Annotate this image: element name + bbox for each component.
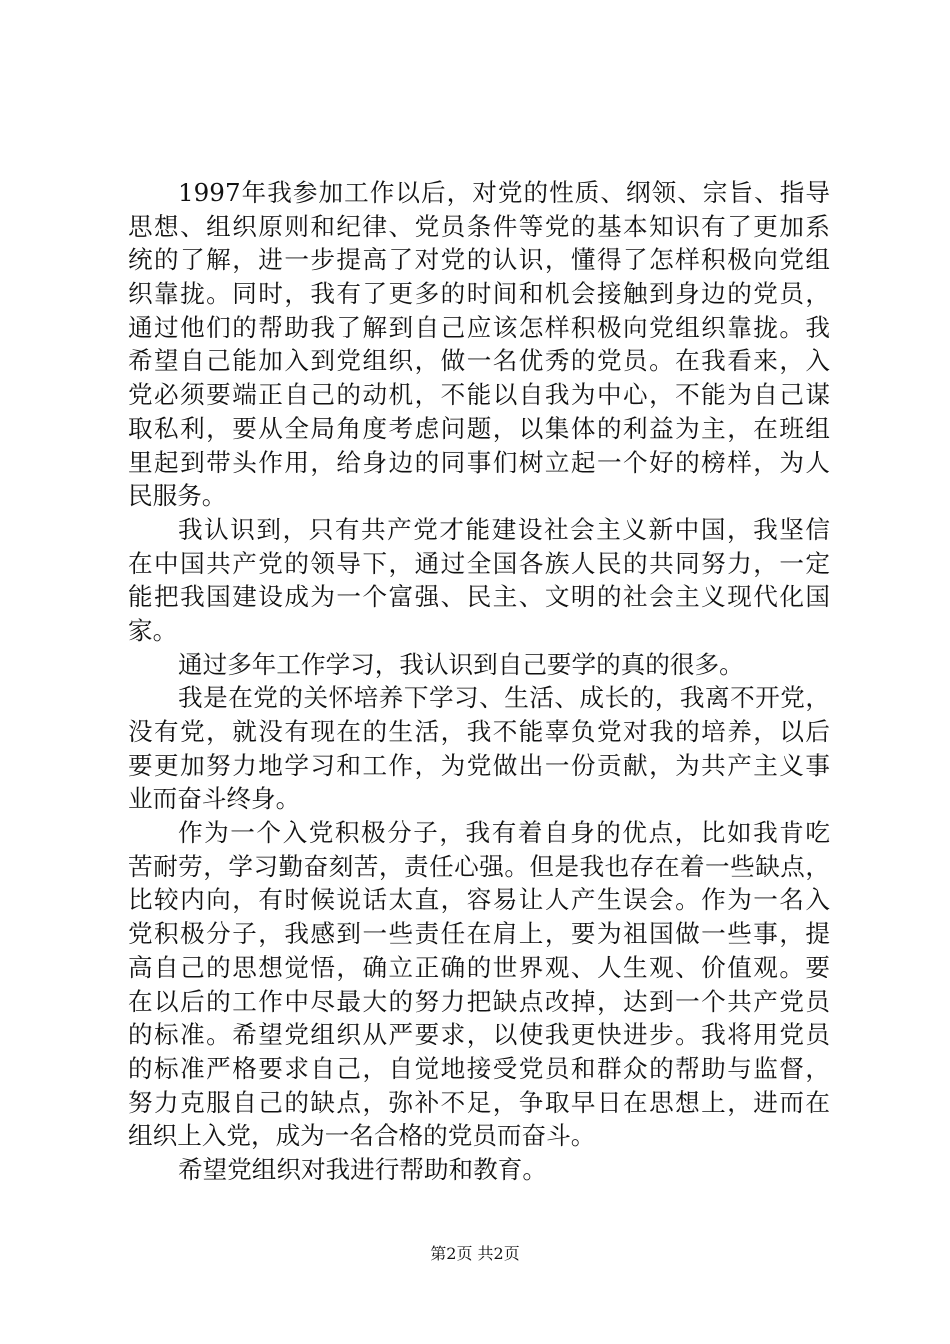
text-line: 通过他们的帮助我了解到自己应该怎样积极向党组织靠拢。我 xyxy=(128,312,830,342)
text-line: 比较内向，有时候说话太直，容易让人产生误会。作为一名入 xyxy=(128,885,830,915)
text-line: 1997年我参加工作以后，对党的性质、纲领、宗旨、指导 xyxy=(178,178,830,207)
text-line: 民服务。 xyxy=(128,481,227,511)
text-line: 没有党，就没有现在的生活，我不能辜负党对我的培养，以后 xyxy=(128,717,830,746)
text-line: 作为一个入党积极分子，我有着自身的优点，比如我肯吃 xyxy=(178,818,830,848)
document-body xyxy=(128,176,830,1187)
text-line: 思想、组织原则和纪律、党员条件等党的基本知识有了更加系 xyxy=(128,211,830,241)
text-line: 希望党组织对我进行帮助和教育。 xyxy=(178,1154,547,1184)
text-line: 组织上入党，成为一名合格的党员而奋斗。 xyxy=(128,1121,596,1151)
text-line: 党必须要端正自己的动机，不能以自我为中心，不能为自己谋 xyxy=(128,380,830,410)
text-line: 业而奋斗终身。 xyxy=(128,784,301,814)
text-line: 里起到带头作用，给身边的同事们树立起一个好的榜样，为人 xyxy=(128,447,830,477)
text-line: 我认识到，只有共产党才能建设社会主义新中国，我坚信 xyxy=(178,514,830,544)
text-line: 的标准严格要求自己，自觉地接受党员和群众的帮助与监督， xyxy=(128,1053,830,1083)
text-line: 我是在党的关怀培养下学习、生活、成长的，我离不开党， xyxy=(178,683,830,713)
text-line: 努力克服自己的缺点，弥补不足，争取早日在思想上，进而在 xyxy=(128,1087,830,1117)
text-line: 能把我国建设成为一个富强、民主、文明的社会主义现代化国 xyxy=(128,582,830,612)
text-line: 的标准。希望党组织从严要求，以使我更快进步。我将用党员 xyxy=(128,1020,830,1050)
text-line: 在以后的工作中尽最大的努力把缺点改掉，达到一个共产党员 xyxy=(128,986,830,1016)
text-line: 通过多年工作学习，我认识到自己要学的真的很多。 xyxy=(178,649,744,679)
text-line: 统的了解，进一步提高了对党的认识，懂得了怎样积极向党组 xyxy=(128,245,830,275)
text-line: 织靠拢。同时，我有了更多的时间和机会接触到身边的党员， xyxy=(128,279,830,309)
text-line: 高自己的思想觉悟，确立正确的世界观、人生观、价值观。要 xyxy=(128,952,830,982)
text-line: 苦耐劳，学习勤奋刻苦，责任心强。但是我也存在着一些缺点， xyxy=(128,851,830,881)
text-line: 家。 xyxy=(128,615,178,645)
text-line: 在中国共产党的领导下，通过全国各族人民的共同努力，一定 xyxy=(128,548,830,578)
text-line: 取私利，要从全局角度考虑问题，以集体的利益为主，在班组 xyxy=(128,413,830,443)
text-line: 希望自己能加入到党组织，做一名优秀的党员。在我看来，入 xyxy=(128,346,830,376)
page-footer: 第2页 共2页 xyxy=(430,1244,520,1263)
text-line: 党积极分子，我感到一些责任在肩上，要为祖国做一些事，提 xyxy=(128,919,830,949)
text-line: 要更加努力地学习和工作，为党做出一份贡献，为共产主义事 xyxy=(128,750,830,780)
